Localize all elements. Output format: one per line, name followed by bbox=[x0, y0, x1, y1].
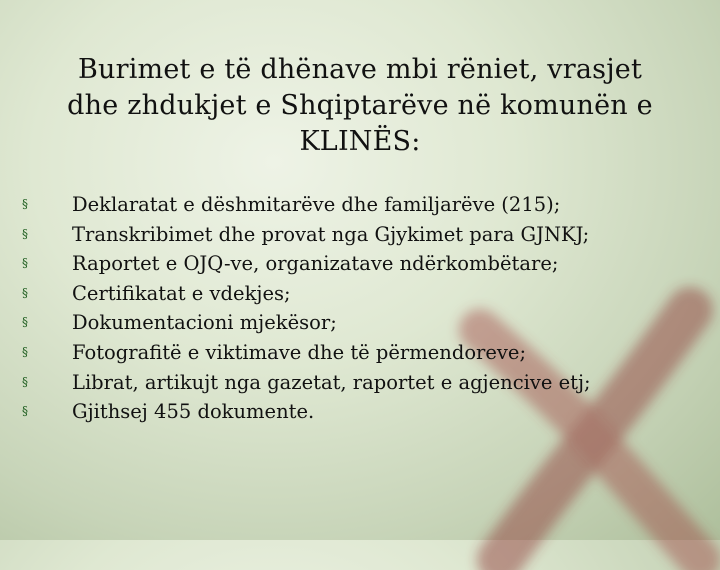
bullet-icon: § bbox=[22, 404, 28, 419]
bullet-icon: § bbox=[22, 344, 28, 359]
list-item-text: Transkribimet dhe provat nga Gjykimet para GJNKJ; bbox=[72, 222, 590, 246]
list-item bbox=[22, 308, 702, 338]
list-item-text: Gjithsej 455 dokumente. bbox=[72, 400, 315, 424]
slide-title bbox=[30, 52, 690, 160]
list-item-text: Dokumentacioni mjekësor; bbox=[72, 311, 337, 335]
list-item bbox=[22, 190, 702, 220]
list-item bbox=[22, 368, 702, 398]
list-item bbox=[22, 397, 702, 427]
list-item bbox=[22, 249, 702, 279]
list-item bbox=[22, 279, 702, 309]
bullet-icon: § bbox=[22, 374, 28, 389]
title-line-2: dhe zhdukjet e Shqiptarëve në komunën e bbox=[67, 90, 653, 121]
list-item-text: Raportet e OJQ-ve, organizatave ndërkombëtare; bbox=[72, 252, 559, 276]
list-item-text: Certifikatat e vdekjes; bbox=[72, 281, 291, 305]
list-item-text: Librat, artikujt nga gazetat, raportet e agjencive etj; bbox=[72, 370, 591, 394]
list-item-text: Fotografitë e viktimave dhe të përmendoreve; bbox=[72, 340, 527, 364]
bullet-icon: § bbox=[22, 285, 28, 300]
bullet-icon: § bbox=[22, 226, 28, 241]
bullet-icon: § bbox=[22, 315, 28, 330]
title-line-3: KLINËS: bbox=[299, 126, 421, 157]
bullet-icon: § bbox=[22, 256, 28, 271]
list-item bbox=[22, 338, 702, 368]
list-item bbox=[22, 220, 702, 250]
bullet-icon: § bbox=[22, 197, 28, 211]
list-item-text: Deklaratat e dëshmitarëve dhe familjarëve (215); bbox=[72, 193, 561, 216]
sources-list bbox=[22, 190, 702, 427]
title-line-1: Burimet e të dhënave mbi rëniet, vrasjet bbox=[77, 54, 643, 85]
